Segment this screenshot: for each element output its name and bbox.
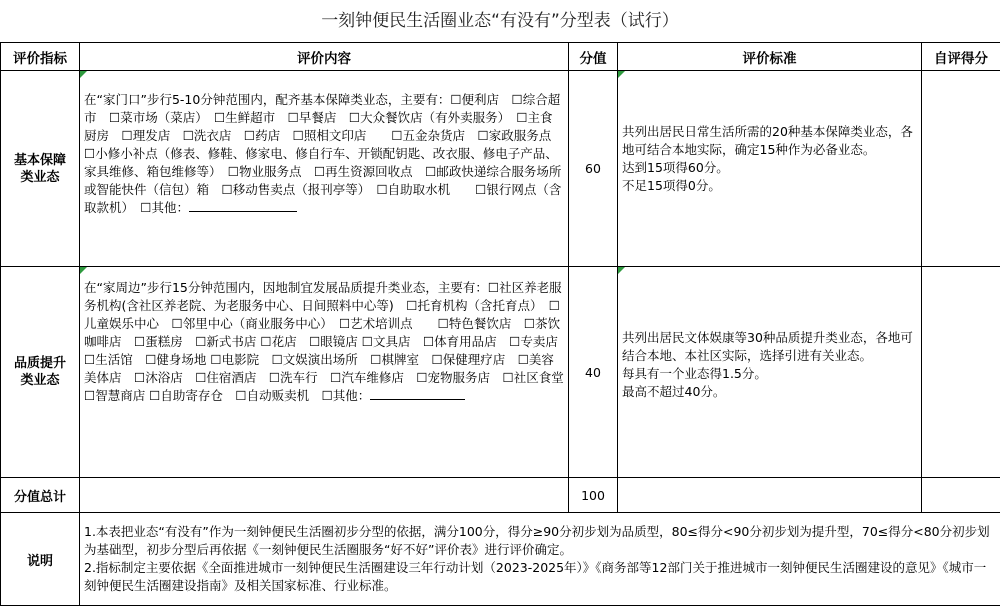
content-quality[interactable] [80, 267, 577, 478]
note-line-2: 2.指标制定主要依据《全面推进城市一刻钟便民生活圈建设三年行动计划（2023-2025年）》《商务部等12部门关于推进城市一刻钟便民生活圈建设的意见》《城市一刻钟便民生活圈建设指南》及相关国家标准、行业标准。 [84, 560, 987, 593]
cell-marker-icon [80, 267, 87, 274]
note-content[interactable] [80, 513, 1000, 606]
header-indicator[interactable]: 评价指标 [1, 43, 80, 71]
note-label[interactable]: 说明 [1, 513, 80, 606]
row-total [1, 478, 1000, 513]
header-self-score[interactable]: 自评得分 [922, 43, 1000, 71]
self-score-quality[interactable] [922, 267, 1000, 478]
criteria-basic-2: 达到15项得60分。 [622, 160, 729, 175]
indicator-quality-line2: 类业态 [20, 373, 60, 388]
criteria-quality-3: 最高不超过40分。 [622, 384, 726, 399]
header-content[interactable]: 评价内容 [80, 43, 569, 71]
row-quality [1, 267, 1000, 478]
content-basic[interactable] [80, 71, 569, 267]
total-content[interactable] [80, 478, 569, 513]
indicator-basic[interactable] [1, 71, 80, 267]
indicator-quality[interactable] [1, 267, 80, 478]
cell-marker-icon [618, 71, 625, 78]
total-self-score[interactable] [922, 478, 1000, 513]
criteria-quality[interactable] [618, 267, 922, 478]
criteria-quality-2: 每具有一个业态得1.5分。 [622, 366, 767, 381]
criteria-basic-3: 不足15项得0分。 [622, 178, 721, 193]
total-label[interactable]: 分值总计 [1, 478, 80, 513]
cell-marker-icon [80, 71, 87, 78]
cell-marker-icon [618, 267, 625, 274]
row-basic [1, 71, 1000, 267]
indicator-quality-line1: 品质提升 [13, 356, 66, 371]
header-criteria[interactable]: 评价标准 [618, 43, 922, 71]
blank-line [370, 387, 465, 400]
content-basic-text: 在“家门口”步行5-10分钟范围内，配齐基本保障类业态，主要有：☐便利店 ☐综合超市 ☐菜市场（菜店） ☐生鲜超市 ☐早餐店 ☐大众餐饮店（有外卖服务） ☐主食厨房 ☐理发店 ☐洗衣店 ☐药店 ☐照相文印店 ☐五金杂货店 ☐家政服务点 ☐小修小补点（修表、修鞋、修家电、修自行车、开锁配钥匙、改衣服、修电子产品、家具维修、箱包维修等） ☐物业服务点 ☐再生资源回收点 ☐邮政快递综合服务场所或智能快件（信包）箱 ☐移动售卖点（报刊亭等） ☐自助取水机 ☐银行网点（含取款机） ☐其他： [84, 92, 564, 215]
indicator-basic-line1: 基本保障 [13, 152, 66, 168]
note-line-1: 1.本表把业态“有没有”作为一刻钟便民生活圈初步分型的依据，满分100分，得分≥90分初步划为品质型，80≤得分<90分初步划为提升型，70≤得分<80分初步划为基础型，初步分型后再依据《一刻钟便民生活圈服务“好不好”评价表》进行评价确定。 [84, 524, 990, 557]
indicator-basic-line2: 类业态 [20, 169, 60, 185]
score-quality[interactable]: 40 [569, 267, 618, 478]
criteria-quality-1: 共列出居民文体娱康等30种品质提升类业态，各地可结合本地、本社区实际，选择引进有关业态。 [622, 330, 913, 363]
criteria-basic-1: 共列出居民日常生活所需的20种基本保障类业态，各地可结合本地实际，确定15种作为必备业态。 [622, 124, 913, 157]
header-score[interactable]: 分值 [569, 43, 618, 71]
criteria-basic[interactable] [618, 71, 922, 267]
score-basic[interactable]: 60 [569, 71, 618, 267]
row-note [1, 513, 1000, 606]
header-row [1, 43, 1000, 71]
blank-line [189, 199, 297, 212]
total-score[interactable]: 100 [569, 478, 618, 513]
classification-table [0, 42, 1000, 606]
sheet-title: 一刻钟便民生活圈业态“有没有”分型表（试行） [0, 0, 1000, 42]
self-score-basic[interactable] [922, 71, 1000, 267]
content-quality-text: 在“家周边”步行15分钟范围内，因地制宜发展品质提升类业态，主要有：☐社区养老服务机构(含社区养老院、为老服务中心、日间照料中心等) ☐托育机构（含托育点） ☐儿童娱乐中心 ☐邻里中心（商业服务中心） ☐艺术培训点 ☐特色餐饮店 ☐茶饮咖啡店 ☐蛋糕房 ☐新式书店 ☐花店 ☐眼镜店 ☐文具店 ☐体育用品店 ☐专卖店 ☐生活馆 ☐健身场地 ☐电影院 ☐文娱演出场所 ☐棋牌室 ☐保健理疗店 ☐美容美体店 ☐沐浴店 ☐住宿酒店 ☐洗车行 ☐汽车维修店 ☐宠物服务店 ☐社区食堂 ☐智慧商店 ☐自助寄存仓 ☐自动贩卖机 ☐其他： [84, 280, 577, 403]
total-criteria[interactable] [618, 478, 922, 513]
